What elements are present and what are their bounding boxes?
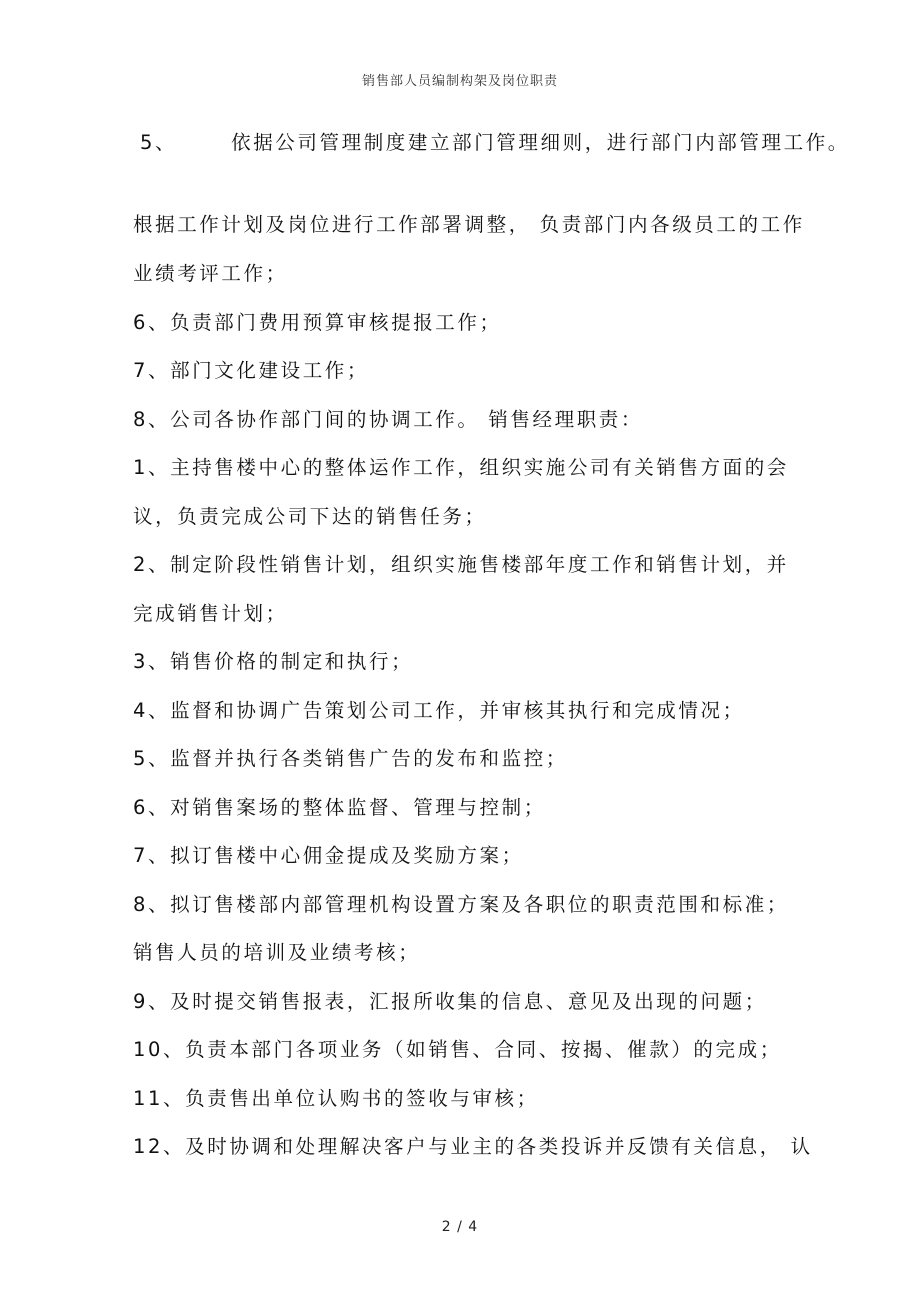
text-line: 议，负责完成公司下达的销售任务；	[133, 505, 487, 528]
text-line: 8、拟订售楼部内部管理机构设置方案及各职位的职责范围和标准；	[133, 893, 789, 916]
text-line: 业绩考评工作；	[133, 262, 288, 285]
page-header: 销售部人员编制构架及岗位职责	[361, 74, 558, 89]
text-line-item-5	[140, 131, 850, 155]
text-line: 根据工作计划及岗位进行工作部署调整， 负责部门内各级员工的工作	[133, 213, 805, 236]
text-line: 7、部门文化建设工作；	[133, 359, 370, 382]
page-number: 2 / 4	[441, 1219, 479, 1235]
text-line: 11、负责售出单位认购书的签收与审核；	[133, 1087, 539, 1110]
text-line: 5、监督并执行各类销售广告的发布和监控；	[133, 747, 568, 770]
text-line: 7、拟订售楼中心佣金提成及奖励方案；	[133, 844, 524, 867]
text-line: 3、销售价格的制定和执行；	[133, 650, 414, 673]
text-line: 12、及时协调和处理解决客户与业主的各类投诉并反馈有关信息， 认	[133, 1135, 813, 1158]
item-number: 5、	[140, 131, 178, 154]
text-line: 9、及时提交销售报表，汇报所收集的信息、意见及出现的问题；	[133, 990, 767, 1013]
text-line: 1、主持售楼中心的整体运作工作，组织实施公司有关销售方面的会	[133, 456, 789, 479]
text-line: 4、监督和协调广告策划公司工作，并审核其执行和完成情况；	[133, 699, 745, 722]
text-line: 完成销售计划；	[133, 602, 288, 625]
text-line: 销售人员的培训及业绩考核；	[133, 941, 421, 964]
text-line: 6、负责部门费用预算审核提报工作；	[133, 311, 502, 334]
text-line: 6、对销售案场的整体监督、管理与控制；	[133, 796, 546, 819]
item-text: 依据公司管理制度建立部门管理细则，进行部门内部管理工作。	[231, 131, 850, 154]
text-line: 2、制定阶段性销售计划，组织实施售楼部年度工作和销售计划，并	[133, 553, 789, 576]
text-line: 10、负责本部门各项业务（如销售、合同、按揭、催款）的完成；	[133, 1038, 782, 1061]
text-line: 8、公司各协作部门间的协调工作。 销售经理职责：	[133, 408, 644, 431]
